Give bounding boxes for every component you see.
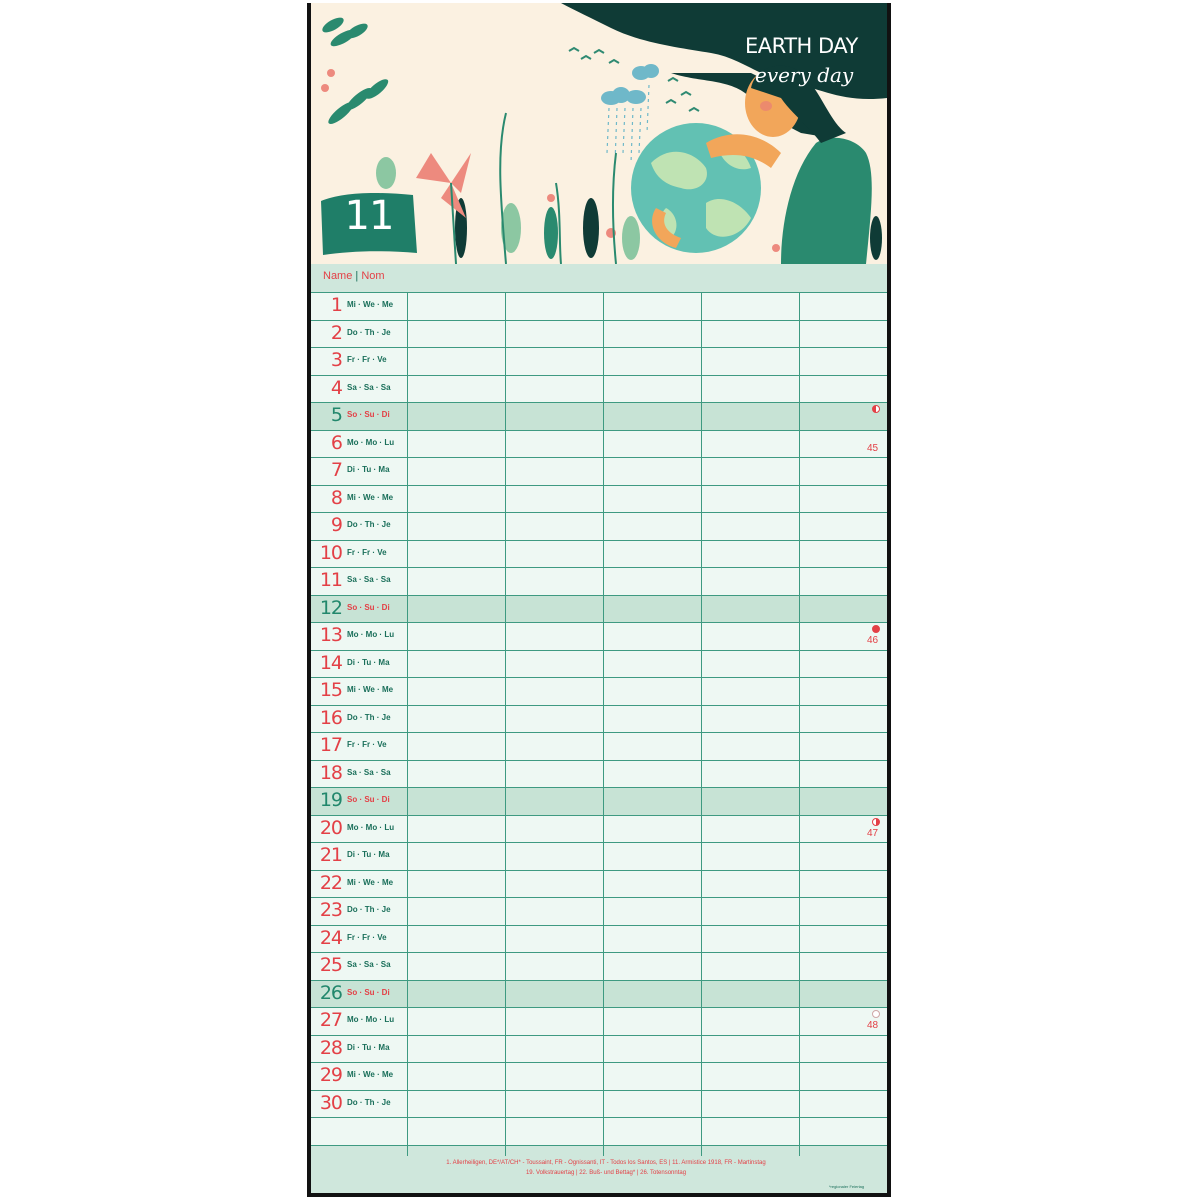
day-row[interactable] (311, 430, 887, 458)
planner-grid (311, 264, 887, 1193)
row-divider (311, 292, 887, 293)
weekday-label: So · Su · Di (347, 602, 390, 612)
row-divider (311, 760, 887, 761)
weekday-label: Fr · Fr · Ve (347, 547, 387, 557)
weekday-label: Fr · Fr · Ve (347, 932, 387, 942)
weekday-label: Mo · Mo · Lu (347, 630, 395, 639)
column-divider (701, 292, 702, 1156)
row-divider (311, 595, 887, 596)
day-row[interactable] (311, 952, 887, 980)
holiday-footnote (371, 1158, 841, 1178)
weekday-label: Mo · Mo · Lu (347, 822, 395, 832)
moon-phase-icon (872, 1010, 880, 1018)
moon-phase-icon (872, 405, 880, 413)
row-divider (311, 430, 887, 431)
day-number: 20 (319, 816, 342, 839)
weekday-label: Mi · We · Me (347, 492, 394, 502)
row-divider (311, 402, 887, 403)
day-row[interactable] (311, 732, 887, 760)
day-number: 2 (330, 321, 342, 344)
day-row[interactable] (311, 677, 887, 705)
day-number: 28 (319, 1036, 342, 1059)
weekday-label: Mi · We · Me (347, 877, 394, 887)
weekday-label: Fr · Fr · Ve (347, 740, 387, 749)
day-row[interactable] (311, 485, 887, 513)
week-number: 46 (867, 635, 879, 646)
day-number: 3 (330, 349, 342, 371)
name-column-header (323, 270, 385, 282)
day-row[interactable] (311, 925, 887, 953)
footnote-line1: 1. Allerheiligen, DE*/AT/CH* - Toussaint, FR - Ognissanti, IT - Todos los Santos, ES | 11. Armistice 1918, FR - Martinstag (446, 1160, 766, 1166)
day-row[interactable] (311, 897, 887, 925)
day-number: 19 (319, 789, 342, 811)
day-number: 9 (330, 514, 342, 536)
day-row[interactable] (311, 842, 887, 870)
column-divider (407, 292, 408, 1156)
day-row[interactable] (311, 457, 887, 485)
day-number: 18 (319, 761, 342, 784)
day-number: 14 (319, 651, 342, 674)
day-row[interactable] (311, 1062, 887, 1090)
day-row[interactable] (311, 292, 887, 320)
weekday-label: Do · Th · Je (347, 712, 391, 722)
row-divider (311, 1062, 887, 1063)
day-number: 30 (319, 1091, 342, 1114)
day-number: 16 (319, 706, 342, 729)
day-row[interactable] (311, 347, 887, 375)
row-divider (311, 870, 887, 871)
weekday-label: Fr · Fr · Ve (347, 355, 387, 364)
weekday-label: So · Su · Di (347, 410, 390, 419)
weekday-label: Di · Tu · Ma (347, 465, 390, 474)
weekday-label: Mo · Mo · Lu (347, 1015, 395, 1024)
row-divider (311, 705, 887, 706)
day-row[interactable] (311, 1090, 887, 1118)
day-number: 1 (330, 294, 342, 316)
day-number: 15 (319, 679, 342, 701)
day-row[interactable] (311, 540, 887, 568)
day-row[interactable] (311, 870, 887, 898)
row-divider (311, 732, 887, 733)
row-divider (311, 677, 887, 678)
header-name: Name (323, 270, 353, 282)
day-number: 27 (319, 1009, 342, 1031)
day-number: 6 (330, 431, 342, 454)
weekday-label: Do · Th · Je (347, 1097, 391, 1107)
weekday-label: Do · Th · Je (347, 327, 391, 337)
weekday-label: Sa · Sa · Sa (347, 575, 391, 584)
day-row[interactable] (311, 760, 887, 788)
day-number: 17 (319, 734, 342, 756)
row-divider (311, 925, 887, 926)
day-row[interactable] (311, 650, 887, 678)
weekday-label: Di · Tu · Ma (347, 657, 390, 667)
row-divider (311, 485, 887, 486)
day-row[interactable] (311, 1007, 887, 1035)
calendar-page (307, 3, 891, 1197)
day-number: 29 (319, 1064, 342, 1086)
row-divider (311, 787, 887, 788)
day-number: 22 (319, 871, 342, 894)
moon-phase-icon (872, 625, 880, 633)
day-number: 21 (319, 844, 342, 866)
day-number: 11 (319, 569, 342, 591)
day-number: 13 (319, 624, 342, 646)
subtitle-every-day: every day (755, 63, 854, 87)
weekday-label: Mi · We · Me (347, 1070, 394, 1079)
day-number: 12 (319, 596, 342, 619)
day-row[interactable] (311, 622, 887, 650)
weekday-label: Sa · Sa · Sa (347, 960, 391, 969)
row-divider (311, 622, 887, 623)
header-illustration (311, 3, 887, 264)
row-divider (311, 650, 887, 651)
column-divider (799, 292, 800, 1156)
weekday-label: Di · Tu · Ma (347, 1042, 390, 1052)
day-row[interactable] (311, 512, 887, 540)
row-divider (311, 1117, 887, 1118)
row-divider (311, 375, 887, 376)
weekday-label: So · Su · Di (347, 987, 390, 997)
day-row[interactable] (311, 375, 887, 403)
day-row[interactable] (311, 1035, 887, 1063)
day-number: 4 (330, 376, 342, 399)
day-number: 7 (330, 459, 342, 481)
row-divider (311, 980, 887, 981)
day-number: 10 (319, 541, 342, 564)
week-number: 45 (867, 442, 879, 454)
row-divider (311, 1035, 887, 1036)
row-divider (311, 952, 887, 953)
day-number: 5 (330, 404, 342, 426)
title-earth-day: EARTH DAY (745, 34, 858, 58)
day-row[interactable] (311, 595, 887, 623)
column-divider (603, 292, 604, 1156)
row-divider (311, 457, 887, 458)
row-divider (311, 567, 887, 568)
day-row[interactable] (311, 815, 887, 843)
month-number: 11 (344, 193, 394, 239)
row-divider (311, 1145, 887, 1146)
header-separator: | (355, 270, 359, 282)
weekday-label: Mi · We · Me (347, 685, 394, 694)
row-divider (311, 347, 887, 348)
day-number: 8 (330, 486, 342, 509)
row-divider (311, 897, 887, 898)
day-row[interactable] (311, 402, 887, 430)
day-row[interactable] (311, 567, 887, 595)
day-row[interactable] (311, 320, 887, 348)
day-row[interactable] (311, 787, 887, 815)
day-row[interactable] (311, 705, 887, 733)
day-row[interactable] (311, 1117, 887, 1145)
column-divider (505, 292, 506, 1156)
row-divider (311, 1090, 887, 1091)
day-number: 26 (319, 981, 342, 1004)
row-divider (311, 815, 887, 816)
day-number: 23 (319, 899, 342, 921)
weekday-label: Do · Th · Je (347, 520, 391, 529)
moon-phase-icon (872, 818, 880, 826)
weekday-label: Mo · Mo · Lu (347, 437, 395, 447)
regional-holiday-note: *regionaler Feiertag (829, 1184, 865, 1189)
row-divider (311, 512, 887, 513)
row-divider (311, 540, 887, 541)
week-number: 47 (867, 827, 879, 839)
weekday-label: Sa · Sa · Sa (347, 382, 391, 392)
weekday-label: Do · Th · Je (347, 905, 391, 914)
weekday-label: So · Su · Di (347, 795, 390, 804)
weekday-label: Mi · We · Me (347, 300, 394, 309)
row-divider (311, 842, 887, 843)
footnote-line2: 19. Volkstrauertag | 22. Buß- und Bettag* | 26. Totensonntag (525, 1170, 687, 1176)
day-number: 24 (319, 926, 342, 949)
day-number: 25 (319, 954, 342, 976)
week-number: 48 (867, 1020, 879, 1031)
weekday-label: Di · Tu · Ma (347, 850, 390, 859)
row-divider (311, 1007, 887, 1008)
row-divider (311, 320, 887, 321)
weekday-label: Sa · Sa · Sa (347, 767, 391, 777)
header-nom: Nom (361, 270, 385, 282)
day-row[interactable] (311, 980, 887, 1008)
